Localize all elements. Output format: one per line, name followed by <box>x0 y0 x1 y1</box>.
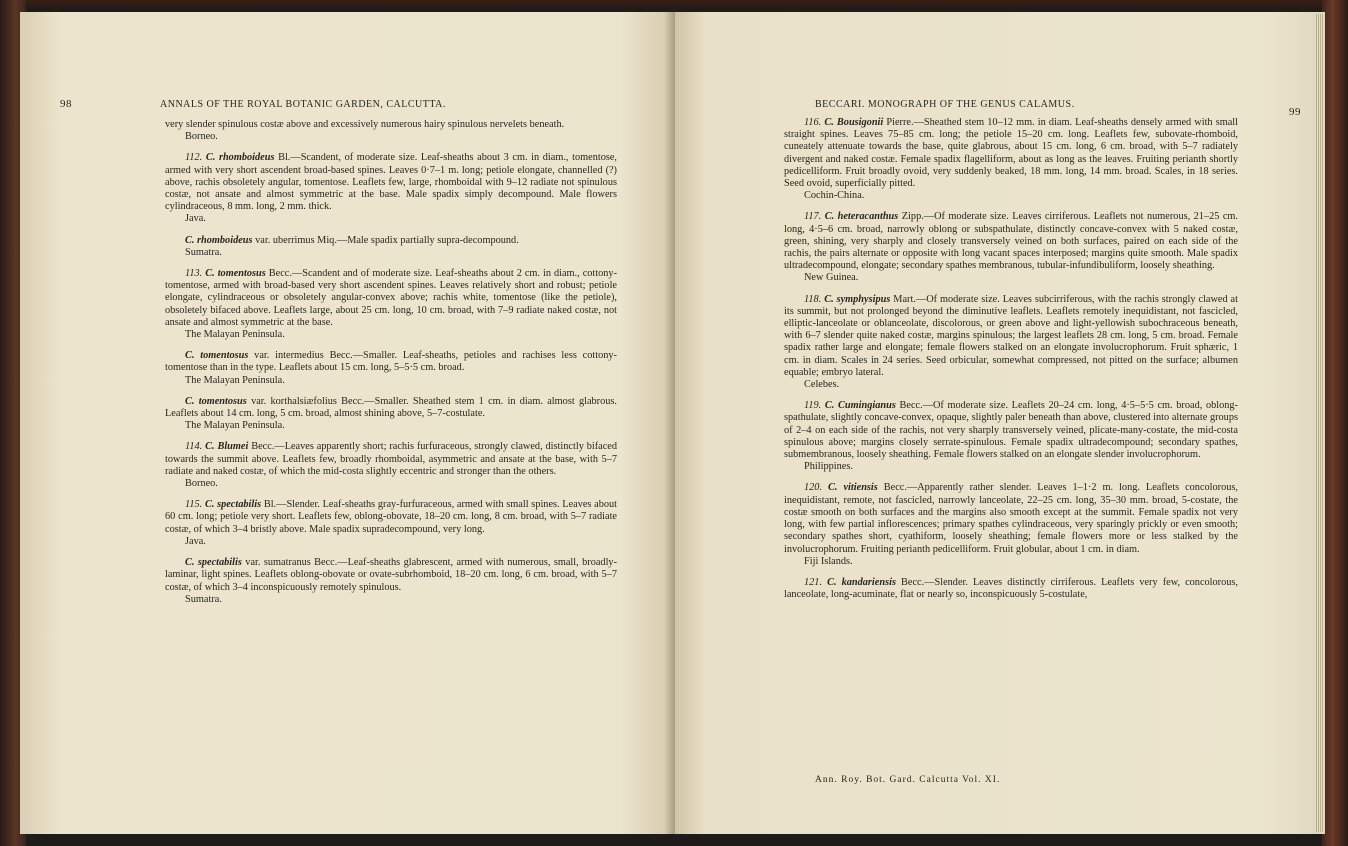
species-number: 121. <box>804 576 823 588</box>
species-description <box>784 294 1238 379</box>
species-description <box>165 441 617 478</box>
species-text: —Leaf-sheaths glabrescent, armed with numerous, small, broadly-laminar, light spines. Leaflets oblong-obovate or ovate-subrhomboid, 18–20 cm. long, 6 cm. broad, with 5–7 costæ, of which 3–4 inconspicuously remotely spinulous. <box>165 557 618 593</box>
species-locality: The Malayan Peninsula. <box>185 374 285 386</box>
species-authority: var. intermedius Becc. <box>254 350 353 362</box>
species-authority: var. sumatranus Becc. <box>245 557 338 569</box>
species-description <box>165 499 617 536</box>
species-text: —Of moderate size. Leaves subcirriferous, with the rachis strongly clawed at its summit, but not prolonged beyond the diminutive leaflets. Leaflets remotely inequidistant, not fascicled, elliptic-lanceolate or oblanceolate, discolorous, or green above and light-yellowish subochraceous beneath, with 6–7 slender quite naked costæ, margins spinulous; the largest leaflets 28 cm. long, 5 cm. broad. Female spadix rather large and elongate; female flowers stalked on an elongate involucrophorum. Fruit sphæric, 1 cm. in diam. Scales in 24 series. Seed orbicular, somewhat compressed, not pitted on the surface; albumen equable; embryo lateral. <box>784 293 1238 378</box>
species-number: 115. <box>185 499 203 511</box>
species-locality: Fiji Islands. <box>804 555 853 567</box>
species-name: C. spectabilis <box>185 557 242 569</box>
species-description <box>784 117 1238 190</box>
species-text: —Sheathed stem 10–12 mm. in diam. Leaf-sheaths densely armed with small straight spines. Leaves 75–85 cm. long; the petiole 15–20 cm. long. Leaflets few, subovate-rhomboid, cuneately attenuate towards the base, quite glabrous, about 15 cm. long, 6 cm. broad, with 5–7 radiately divergent and naked costæ. Female spadix flagelliform, about as long as the leaves. Fruiting perianth shortly pedicelliform. Fruit broadly ovoid, very suddenly beaked, 18 mm. long, 14 mm. broad. Scales, in 18 series. Seed ovoid, superficially pitted. <box>784 117 1238 190</box>
species-name: C. spectabilis <box>204 499 262 511</box>
species-number: 118. <box>804 293 822 305</box>
book-cover-right <box>1322 0 1348 846</box>
species-entry <box>165 499 617 548</box>
species-name: C. tomentosus <box>185 395 247 407</box>
species-text: —Slender. Leaf-sheaths gray-furfuraceous, armed with small spines. Leaves about 60 cm. long; petiole very short. Leaflets few, oblong-obovate, 18–20 cm. long, 8 cm. broad, with 5–7 radiate costæ, of which 3–4 bristly above. Male spadix supradecompound, very long. <box>165 499 618 535</box>
species-description <box>784 400 1238 461</box>
species-locality: The Malayan Peninsula. <box>185 420 285 432</box>
species-number: 113. <box>185 268 203 280</box>
species-name: C. tomentosus <box>205 268 266 280</box>
species-text: —Scandent and of moderate size. Leaf-sheaths about 2 cm. in diam., cottony-tomentose, armed with broad-based very short ascendent spines. Leaves relatively short and robust; petiole elongate, cylindraceous or obsoletely angular-convex above; rachis white, tomentose (like the petiole), obsoletely bifaced above. Leaflets large, about 25 cm. long, 10 cm. broad, with 7–9 radiate naked costæ, not ansate and almost symmetric at the base. <box>165 268 618 328</box>
species-description <box>784 577 1238 601</box>
species-entry <box>165 268 617 341</box>
species-text: —Smaller. Leaf-sheaths, petioles and rachises less cottony-tomentose than in the type. Leaflets about 15 cm. long, 5–5·5 cm. broad. <box>165 350 617 374</box>
species-name: C. rhomboideus <box>205 152 275 164</box>
right-text-column <box>784 117 1238 610</box>
species-text: —Scandent, of moderate size. Leaf-sheaths about 3 cm. in diam., tomentose, armed with very short ascendent broad-based spines. Leaves 0·7–1 m. long; petiole elongate, channelled (?) above, rachis obsoletely angular, tomentose. Leaflets few, large, rhomboidal with 9–12 radiate not spinulous costæ, not ansate and almost symmetric at the base. Male spadix simply decompound. Male flowers cylindraceous, 8 mm. long, 2 mm. thick. <box>165 152 618 213</box>
species-description <box>784 211 1238 272</box>
species-number: 120. <box>804 482 823 494</box>
species-description <box>165 235 617 247</box>
species-locality: Java. <box>185 535 206 547</box>
species-entry <box>784 117 1238 202</box>
right-page <box>675 12 1325 834</box>
species-text: —Of moderate size. Leaves cirriferous. Leaflets not numerous, 21–25 cm. long, 4·5–6 cm. broad, narrowly oblong or subspathulate, distinctly concave-convex with 5 naked costæ, green, shining, very sharply and closely transversely veined on both surfaces, paired on each side of the rachis, the pairs alternate or opposite with long vacant spaces interposed; margins quite smooth. Male spadix ultradecompound, elongate; secondary spathes membranous, tubular-infundibuliform, loosely sheathing. <box>784 211 1239 272</box>
species-text: —Apparently rather slender. Leaves 1–1·2 m. long. Leaflets concolorous, inequidistant, remote, not fascicled, narrowly lanceolate, 22–25 cm. long, 35–30 mm. broad, 5-costate, the costæ smooth on both surfaces and the margins also smooth except at the summit. Female spadix not very long, with few partial inflorescences; primary spathes cylindraceous, very sparingly prickly or even smooth; secondary spathes short, cyathiform, loosely sheathing; female flowers more or less stalked by the involucrophorum. Fruiting perianth pedicelliform. Fruit globular, about 1 cm. in diam. <box>784 482 1238 555</box>
species-entry <box>165 441 617 490</box>
species-text: —Male spadix partially supra-decompound. <box>336 234 519 246</box>
book-cover-top <box>0 0 1348 10</box>
species-number: 117. <box>804 211 822 223</box>
left-page <box>20 12 675 834</box>
species-authority: Pierre. <box>886 117 914 128</box>
species-text: —Smaller. Sheathed stem 1 cm. in diam. almost glabrous. Leaflets about 14 cm. long, 5 cm. broad, almost shining above, 5–7-costulate. <box>165 395 617 420</box>
species-locality: Borneo. <box>185 478 218 490</box>
species-entry <box>165 396 617 433</box>
species-number: 119. <box>804 400 822 412</box>
left-page-number: 98 <box>60 98 72 110</box>
species-authority: Bl. <box>278 152 291 164</box>
species-entry <box>784 577 1238 601</box>
species-locality: Philippines. <box>804 461 853 473</box>
species-entry <box>784 482 1238 567</box>
species-authority: var. korthalsiæfolius Becc. <box>251 395 365 407</box>
continuation-locality: Borneo. <box>185 131 218 143</box>
species-name: C. Bousigonii <box>824 117 884 128</box>
species-entry <box>165 557 617 606</box>
page-edges <box>1316 14 1324 832</box>
species-name: C. Cumingianus <box>824 400 896 412</box>
species-name: C. vitiensis <box>828 482 878 494</box>
species-entry <box>784 211 1238 284</box>
species-name: C. kandariensis <box>827 576 896 588</box>
continuation-paragraph <box>165 119 617 143</box>
species-entry <box>165 235 617 259</box>
species-authority: Mart. <box>893 293 916 305</box>
species-locality: New Guinea. <box>804 272 859 284</box>
left-running-head: ANNALS OF THE ROYAL BOTANIC GARDEN, CALCUTTA. <box>160 99 446 110</box>
species-name: C. tomentosus <box>185 350 249 362</box>
species-description <box>165 557 617 594</box>
continuation-text: very slender spinulous costæ above and excessively numerous hairy spinulous nervelets beneath. <box>165 119 565 130</box>
species-authority: var. uberrimus Miq. <box>255 234 337 246</box>
right-page-number: 99 <box>1289 106 1301 118</box>
species-description <box>165 350 617 374</box>
species-name: C. Blumei <box>205 441 249 453</box>
species-locality: The Malayan Peninsula. <box>185 329 285 341</box>
species-authority: Bl. <box>263 499 277 511</box>
species-locality: Sumatra. <box>185 246 222 258</box>
species-authority: Zipp. <box>901 211 924 223</box>
species-number: 112. <box>185 152 203 164</box>
species-locality: Sumatra. <box>185 593 222 605</box>
species-authority: Becc. <box>899 400 923 412</box>
species-locality: Cochin-China. <box>804 190 865 202</box>
right-page-footer: Ann. Roy. Bot. Gard. Calcutta Vol. XI. <box>815 775 1001 785</box>
species-entry <box>784 294 1238 392</box>
species-text: —Slender. Leaves distinctly cirriferous. Leaflets very few, concolorous, lanceolate, long-acuminate, flat or nearly so, inconspicuously 5-costulate, <box>784 576 1238 601</box>
species-authority: Becc. <box>901 576 925 588</box>
right-running-head: BECCARI. MONOGRAPH OF THE GENUS CALAMUS. <box>815 99 1075 110</box>
species-locality: Celebes. <box>804 379 840 391</box>
species-number: 114. <box>185 441 203 453</box>
species-text: —Of moderate size. Leaflets 20–24 cm. long, 4·5–5·5 cm. broad, oblong-spathulate, slightly concave-convex, opaque, slightly paler beneath than above, clustered into alternate groups of 2–4 on each side of the rachis, not very sharply transversely veined, plicate-many-costate, the mid-costa spinulous above; margins closely serrate-spinulous. Female spadix ultradecompound; secondary spathes, submembranous, loosely sheathing. Female flowers stalked on an elongate slender involucrophorum. <box>784 400 1238 461</box>
species-authority: Becc. <box>883 482 907 494</box>
left-text-column <box>165 119 617 615</box>
species-locality: Java. <box>185 213 206 225</box>
species-number: 116. <box>804 117 822 128</box>
species-description <box>165 152 617 213</box>
species-authority: Becc. <box>251 441 275 453</box>
species-text: —Leaves apparently short; rachis furfuraceous, strongly clawed, distinctly bifaced towards the summit above. Leaflets few, broadly rhomboidal, asymmetric and ansate at the base, with 5–7 radiate and naked costæ, of which the mid-costa slightly eccentric and stronger than the others. <box>165 441 618 477</box>
species-entry <box>784 400 1238 473</box>
species-name: C. rhomboideus <box>185 234 253 246</box>
species-description <box>165 268 617 329</box>
species-description <box>165 396 617 420</box>
species-name: C. heteracanthus <box>824 211 899 223</box>
species-name: C. symphysipus <box>824 293 891 305</box>
species-description <box>784 482 1238 555</box>
species-entry <box>165 152 617 225</box>
species-authority: Becc. <box>268 268 292 280</box>
species-entry <box>165 350 617 387</box>
